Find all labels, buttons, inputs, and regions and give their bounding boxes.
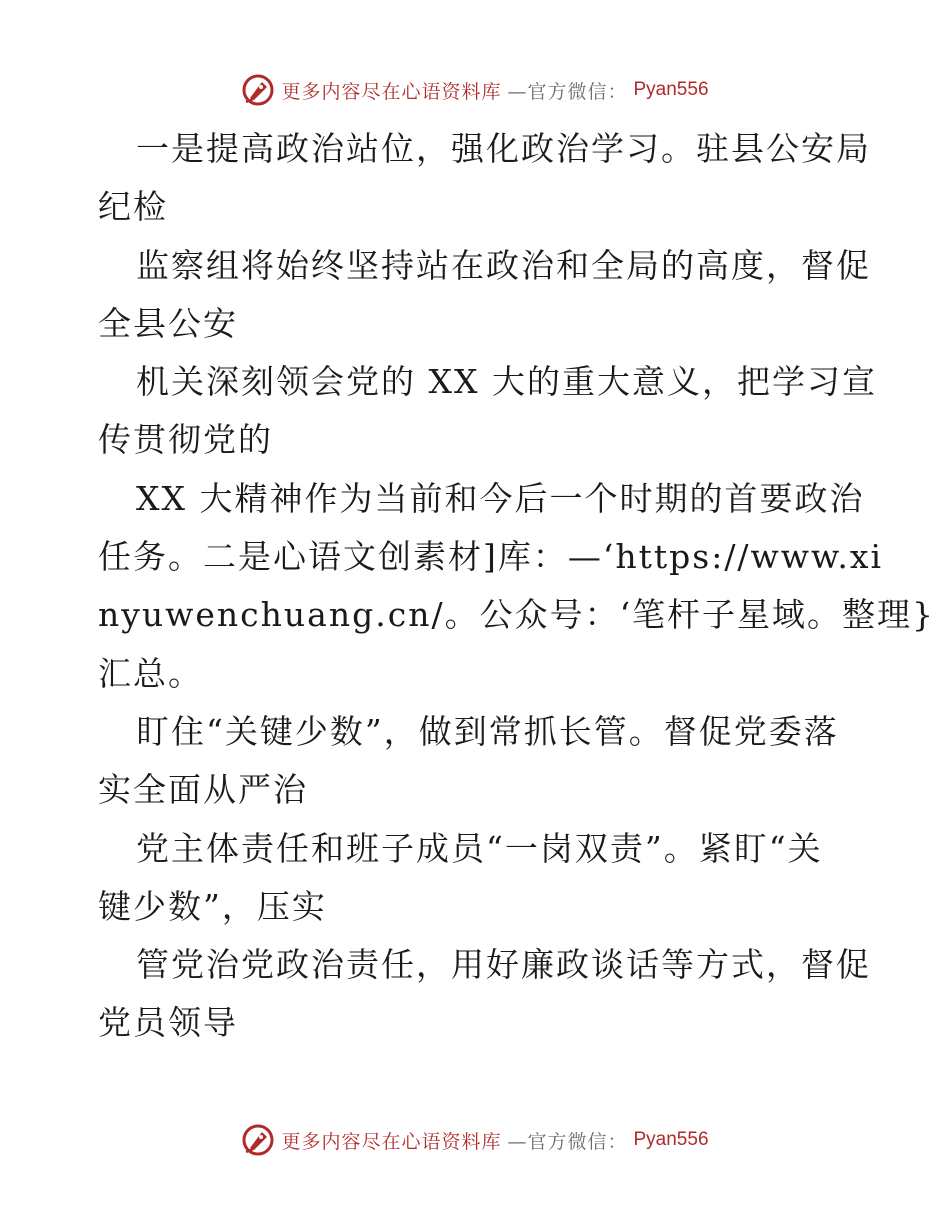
text-line: 任务。二是心语文创素材]库：—‘https://www.xi — [98, 537, 884, 577]
document-body — [98, 120, 936, 1053]
watermark-text: 更多内容尽在心语资料库 — [281, 80, 502, 103]
text-line: XX 大精神作为当前和今后一个时期的首要政治 — [136, 478, 865, 518]
header-watermark — [0, 70, 950, 110]
watermark-id: Pyan556 — [633, 1129, 709, 1150]
text-line: 机关深刻领会党的 XX 大的重大意义，把学习宣 — [136, 362, 877, 402]
text-line: 传贯彻党的 — [98, 420, 273, 460]
text-line: 一是提高政治站位，强化政治学习。驻县公安局 — [136, 129, 871, 168]
watermark-id: Pyan556 — [633, 79, 709, 100]
pen-nib-logo-icon — [241, 73, 275, 107]
text-line: 全县公安 — [98, 303, 238, 343]
text-line: 党员领导 — [98, 1003, 238, 1043]
watermark-separator: —官方微信： — [507, 1130, 628, 1153]
text-line: 盯住“关键少数”，做到常抓长管。督促党委落 — [136, 711, 839, 751]
text-line: 实全面从严治 — [98, 770, 308, 810]
watermark-text: 更多内容尽在心语资料库 — [281, 1130, 502, 1153]
pen-nib-logo-icon — [241, 1123, 275, 1157]
text-line: 党主体责任和班子成员“一岗双责”。紧盯“关 — [136, 828, 823, 868]
text-line: 纪检 — [98, 187, 168, 227]
text-line: 汇总。 — [98, 653, 203, 693]
text-line: 管党治党政治责任，用好廉政谈话等方式，督促 — [136, 945, 871, 985]
watermark-separator: —官方微信： — [507, 80, 628, 103]
text-line: 键少数”，压实 — [98, 886, 327, 926]
text-line: nyuwenchuang.cn/。公众号：‘笔杆子星域。整理} — [98, 595, 936, 635]
text-line: 监察组将始终坚持站在政治和全局的高度，督促 — [136, 245, 871, 285]
footer-watermark — [0, 1120, 950, 1160]
